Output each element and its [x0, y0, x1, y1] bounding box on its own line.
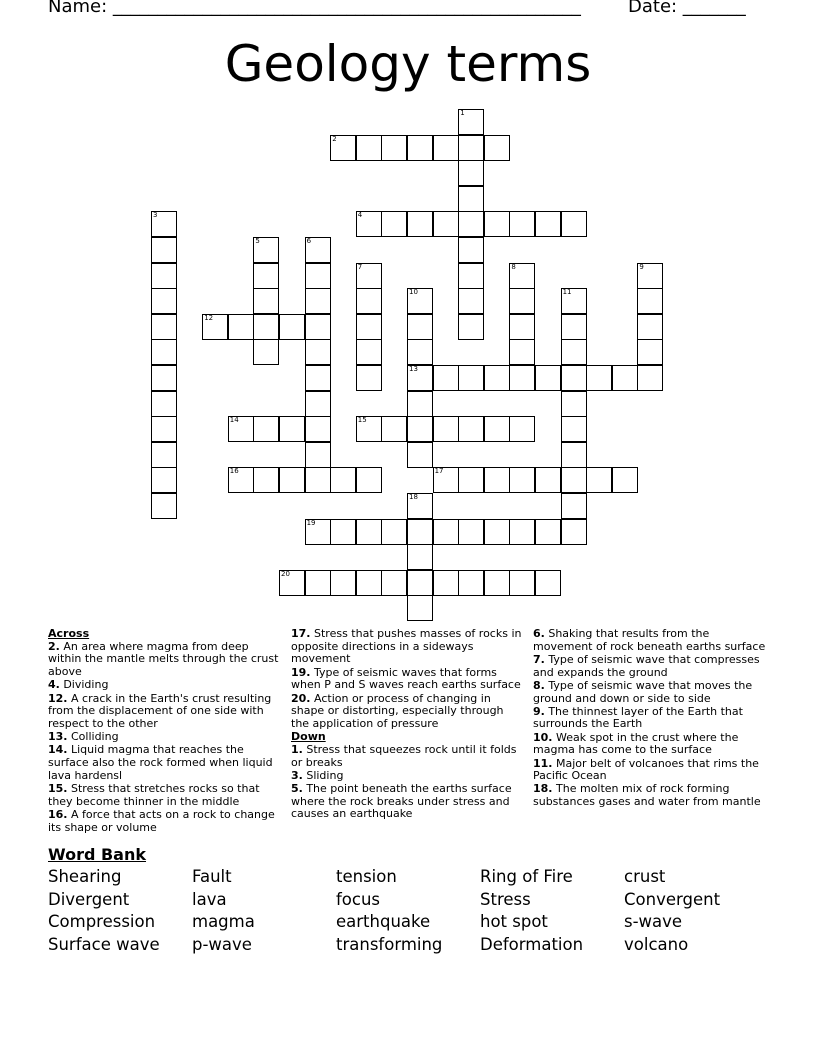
crossword-cell[interactable] — [586, 365, 612, 391]
crossword-cell[interactable] — [484, 570, 510, 596]
crossword-cell[interactable] — [561, 314, 587, 340]
crossword-cell[interactable] — [535, 570, 561, 596]
cell-number: 13 — [409, 365, 418, 373]
crossword-cell[interactable] — [458, 237, 484, 263]
crossword-cell[interactable] — [458, 135, 484, 161]
crossword-cell[interactable] — [458, 186, 484, 212]
crossword-cell[interactable] — [407, 493, 433, 519]
word-bank-item: focus — [336, 889, 381, 909]
word-bank-item: p-wave — [192, 935, 252, 955]
crossword-cell[interactable] — [381, 570, 407, 596]
crossword-cell[interactable] — [356, 519, 382, 545]
cell-number: 15 — [357, 416, 367, 425]
crossword-cell[interactable] — [151, 442, 177, 468]
crossword-cell[interactable] — [509, 416, 535, 442]
crossword-cell[interactable] — [561, 211, 587, 237]
word-bank-item: volcano — [624, 935, 689, 955]
word-bank-item: Convergent — [624, 889, 721, 909]
crossword-cell[interactable] — [561, 416, 587, 442]
clue-item: 7. Type of seismic wave that compresses and expands the ground — [533, 652, 760, 679]
crossword-cell[interactable] — [561, 519, 587, 545]
crossword-cell[interactable] — [433, 467, 459, 493]
crossword-cell[interactable] — [151, 263, 177, 289]
word-bank-item: Divergent — [48, 889, 130, 909]
crossword-cell[interactable] — [253, 314, 279, 340]
word-bank-item: Stress — [480, 889, 531, 909]
crossword-cell[interactable] — [305, 442, 331, 468]
crossword-cell[interactable] — [612, 365, 638, 391]
cell-number: 10 — [409, 288, 418, 297]
crossword-cell[interactable] — [458, 160, 484, 186]
crossword-cell[interactable] — [305, 339, 331, 365]
crossword-cell[interactable] — [433, 416, 459, 442]
crossword-cell[interactable] — [458, 314, 484, 340]
crossword-cell[interactable] — [484, 135, 510, 161]
crossword-cell[interactable] — [586, 467, 612, 493]
clue-item: 18. The molten mix of rock forming substances gases and water from mantle — [533, 782, 761, 809]
crossword-cell[interactable] — [279, 416, 305, 442]
crossword-cell[interactable] — [305, 519, 331, 545]
crossword-cell[interactable] — [381, 211, 407, 237]
word-bank-item: hot spot — [480, 912, 548, 932]
crossword-cell[interactable] — [458, 211, 484, 237]
crossword-cell[interactable] — [484, 467, 510, 493]
crossword-cell[interactable] — [458, 467, 484, 493]
crossword-cell[interactable] — [407, 391, 433, 417]
crossword-cell[interactable] — [356, 135, 382, 161]
crossword-cell[interactable] — [484, 416, 510, 442]
crossword-cell[interactable] — [458, 365, 484, 391]
clue-item: 15. Stress that stretches rocks so that they become thinner in the middle — [48, 781, 260, 808]
crossword-cell[interactable] — [381, 416, 407, 442]
crossword-cell[interactable] — [535, 365, 561, 391]
crossword-cell[interactable] — [458, 416, 484, 442]
crossword-cell[interactable] — [561, 339, 587, 365]
crossword-cell[interactable] — [458, 288, 484, 314]
crossword-cell[interactable] — [330, 467, 356, 493]
crossword-cell[interactable] — [330, 519, 356, 545]
crossword-cell[interactable] — [407, 544, 433, 570]
cell-number: 17 — [434, 467, 444, 476]
clue-item: 8. Type of seismic wave that moves the ground and down or side to side — [533, 678, 753, 705]
crossword-cell[interactable] — [305, 263, 331, 289]
crossword-cell[interactable] — [202, 314, 228, 340]
crossword-cell[interactable] — [151, 365, 177, 391]
crossword-cell[interactable] — [407, 442, 433, 468]
crossword-cell[interactable] — [561, 365, 587, 391]
crossword-cell[interactable] — [253, 339, 279, 365]
cell-number: 7 — [357, 262, 363, 271]
clue-item: 12. A crack in the Earth's crust resulting from the displacement of one side with respect to the other — [48, 691, 272, 730]
crossword-cell[interactable] — [253, 263, 279, 289]
crossword-cell[interactable] — [356, 416, 382, 442]
clue-item: 3. Sliding — [291, 768, 344, 782]
crossword-cell[interactable] — [330, 135, 356, 161]
clue-item: 5. The point beneath the earths surface where the rock breaks under stress and causes an earthquake — [291, 781, 512, 821]
crossword-cell[interactable] — [151, 391, 177, 417]
cell-number: 20 — [281, 569, 290, 578]
word-bank-item: Fault — [192, 867, 232, 886]
crossword-cell[interactable] — [151, 237, 177, 263]
down-heading: Down — [291, 730, 326, 744]
crossword-cell[interactable] — [561, 391, 587, 417]
crossword-cell[interactable] — [637, 288, 663, 314]
date-field-label[interactable]: Date: _______ — [628, 0, 746, 17]
crossword-cell[interactable] — [407, 570, 433, 596]
crossword-cell[interactable] — [151, 493, 177, 519]
crossword-cell[interactable] — [356, 339, 382, 365]
word-bank-item: s-wave — [624, 912, 683, 932]
cell-number: 3 — [153, 211, 158, 220]
cell-number: 1 — [460, 109, 465, 117]
crossword-cell[interactable] — [637, 365, 663, 391]
word-bank-item: Ring of Fire — [480, 867, 573, 886]
crossword-cell[interactable] — [509, 339, 535, 365]
crossword-cell[interactable] — [279, 570, 305, 596]
across-heading: Across — [48, 627, 90, 640]
crossword-cell[interactable] — [151, 211, 177, 237]
crossword-cell[interactable] — [458, 570, 484, 596]
crossword-cell[interactable] — [458, 109, 484, 135]
crossword-cell[interactable] — [637, 339, 663, 365]
word-bank-title: Word Bank — [48, 845, 147, 864]
crossword-cell[interactable] — [458, 519, 484, 545]
crossword-cell[interactable] — [305, 314, 331, 340]
clues-column-3 — [533, 628, 769, 809]
cell-number: 11 — [562, 288, 572, 297]
crossword-cell[interactable] — [356, 365, 382, 391]
crossword-cell[interactable] — [561, 467, 587, 493]
crossword-cell[interactable] — [509, 288, 535, 314]
cell-number: 16 — [229, 467, 239, 476]
crossword-cell[interactable] — [305, 570, 331, 596]
crossword-cell[interactable] — [253, 237, 279, 263]
crossword-cell[interactable] — [151, 339, 177, 365]
crossword-cell[interactable] — [407, 416, 433, 442]
clue-item: 16. A force that acts on a rock to change its shape or volume — [48, 807, 275, 834]
crossword-cell[interactable] — [407, 519, 433, 545]
cell-number: 6 — [306, 237, 312, 245]
crossword-cell[interactable] — [509, 211, 535, 237]
crossword-cell[interactable] — [356, 211, 382, 237]
cell-number: 12 — [204, 313, 214, 322]
crossword-cell[interactable] — [279, 467, 305, 493]
crossword-cell[interactable] — [330, 570, 356, 596]
cell-number: 19 — [306, 518, 316, 527]
clue-item: 2. An area where magma from deep within the mantle melts through the crust above — [48, 639, 279, 679]
crossword-cell[interactable] — [305, 416, 331, 442]
crossword-cell[interactable] — [407, 135, 433, 161]
clue-item: 1. Stress that squeezes rock until it folds or breaks — [291, 742, 517, 769]
crossword-cell[interactable] — [407, 595, 433, 621]
crossword-cell[interactable] — [433, 519, 459, 545]
crossword-cell[interactable] — [151, 416, 177, 442]
name-field-label[interactable]: Name: ____________________________________________________ — [48, 0, 581, 17]
crossword-cell[interactable] — [637, 263, 663, 289]
crossword-cell[interactable] — [433, 211, 459, 237]
word-bank — [48, 866, 768, 957]
crossword-cell[interactable] — [484, 211, 510, 237]
crossword-cell[interactable] — [279, 314, 305, 340]
cell-number: 2 — [332, 134, 337, 143]
crossword-cell[interactable] — [407, 365, 433, 391]
clue-item: 17. Stress that pushes masses of rocks in opposite directions in a sideways movement — [291, 627, 522, 666]
crossword-cell[interactable] — [509, 314, 535, 340]
clue-item: 20. Action or process of changing in shape or distorting, especially through the application of pressure — [291, 691, 504, 730]
crossword-cell[interactable] — [509, 365, 535, 391]
word-bank-item: tension — [336, 867, 397, 886]
cell-number: 4 — [357, 211, 363, 220]
crossword-cell[interactable] — [407, 314, 433, 340]
crossword-cell[interactable] — [151, 467, 177, 493]
crossword-cell[interactable] — [535, 519, 561, 545]
crossword-cell[interactable] — [509, 467, 535, 493]
crossword-cell[interactable] — [407, 288, 433, 314]
word-bank-item: Compression — [48, 912, 156, 932]
crossword-cell[interactable] — [407, 339, 433, 365]
crossword-cell[interactable] — [305, 288, 331, 314]
crossword-cell[interactable] — [535, 467, 561, 493]
cell-number: 9 — [639, 262, 644, 271]
word-bank-item: Deformation — [480, 935, 584, 955]
crossword-cell[interactable] — [509, 263, 535, 289]
crossword-cell[interactable] — [484, 519, 510, 545]
clue-item: 11. Major belt of volcanoes that rims the Pacific Ocean — [533, 756, 759, 783]
crossword-cell[interactable] — [253, 416, 279, 442]
crossword-cell[interactable] — [356, 263, 382, 289]
crossword-cell[interactable] — [151, 288, 177, 314]
crossword-cell[interactable] — [356, 288, 382, 314]
cell-number: 14 — [229, 416, 239, 425]
crossword-cell[interactable] — [305, 365, 331, 391]
word-bank-item: lava — [192, 889, 227, 909]
cell-number: 8 — [511, 262, 516, 271]
crossword-cell[interactable] — [535, 211, 561, 237]
word-bank-item: Surface wave — [48, 935, 160, 955]
crossword-cell[interactable] — [356, 570, 382, 596]
crossword-cell[interactable] — [356, 467, 382, 493]
clue-item: 4. Dividing — [48, 678, 109, 692]
word-bank-item: magma — [192, 912, 255, 932]
crossword-cell[interactable] — [305, 467, 331, 493]
crossword-cell[interactable] — [484, 365, 510, 391]
clue-item: 9. The thinnest layer of the Earth that surrounds the Earth — [533, 704, 743, 731]
crossword-cell[interactable] — [381, 519, 407, 545]
crossword-cell[interactable] — [228, 416, 254, 442]
crossword-cell[interactable] — [253, 467, 279, 493]
cell-number: 5 — [255, 237, 260, 245]
clue-item: 10. Weak spot in the crust where the magma has come to the surface — [533, 730, 739, 757]
crossword-cell[interactable] — [637, 314, 663, 340]
crossword-cell[interactable] — [433, 135, 459, 161]
crossword-cell[interactable] — [356, 314, 382, 340]
crossword-cell[interactable] — [407, 211, 433, 237]
crossword-cell[interactable] — [151, 314, 177, 340]
crossword-cell[interactable] — [228, 467, 254, 493]
crossword-cell[interactable] — [381, 135, 407, 161]
crossword-cell[interactable] — [561, 288, 587, 314]
crossword-cell[interactable] — [561, 442, 587, 468]
crossword-cell[interactable] — [228, 314, 254, 340]
clues-column-1 — [48, 628, 282, 835]
word-bank-item: transforming — [336, 935, 443, 955]
cell-number: 18 — [409, 493, 418, 501]
clue-item: 13. Colliding — [48, 730, 119, 744]
crossword-cell[interactable] — [305, 237, 331, 263]
crossword-cell[interactable] — [458, 263, 484, 289]
crossword-cell[interactable] — [305, 391, 331, 417]
word-bank-item: earthquake — [336, 912, 431, 932]
crossword-cell[interactable] — [509, 570, 535, 596]
clues-column-2 — [291, 628, 525, 822]
crossword-cell[interactable] — [612, 467, 638, 493]
page-title: Geology terms — [224, 35, 592, 93]
clue-item: 6. Shaking that results from the movement of rock beneath earths surface — [533, 627, 766, 653]
word-bank-item: crust — [624, 867, 666, 886]
crossword-cell[interactable] — [433, 570, 459, 596]
clue-item: 19. Type of seismic waves that forms when P and S waves reach earths surface — [291, 665, 521, 692]
word-bank-item: Shearing — [48, 867, 122, 886]
crossword-cell[interactable] — [253, 288, 279, 314]
clue-item: 14. Liquid magma that reaches the surface also the rock formed when liquid lava hardensl — [48, 743, 273, 782]
crossword-cell[interactable] — [561, 493, 587, 519]
crossword-cell[interactable] — [433, 365, 459, 391]
crossword-cell[interactable] — [509, 519, 535, 545]
